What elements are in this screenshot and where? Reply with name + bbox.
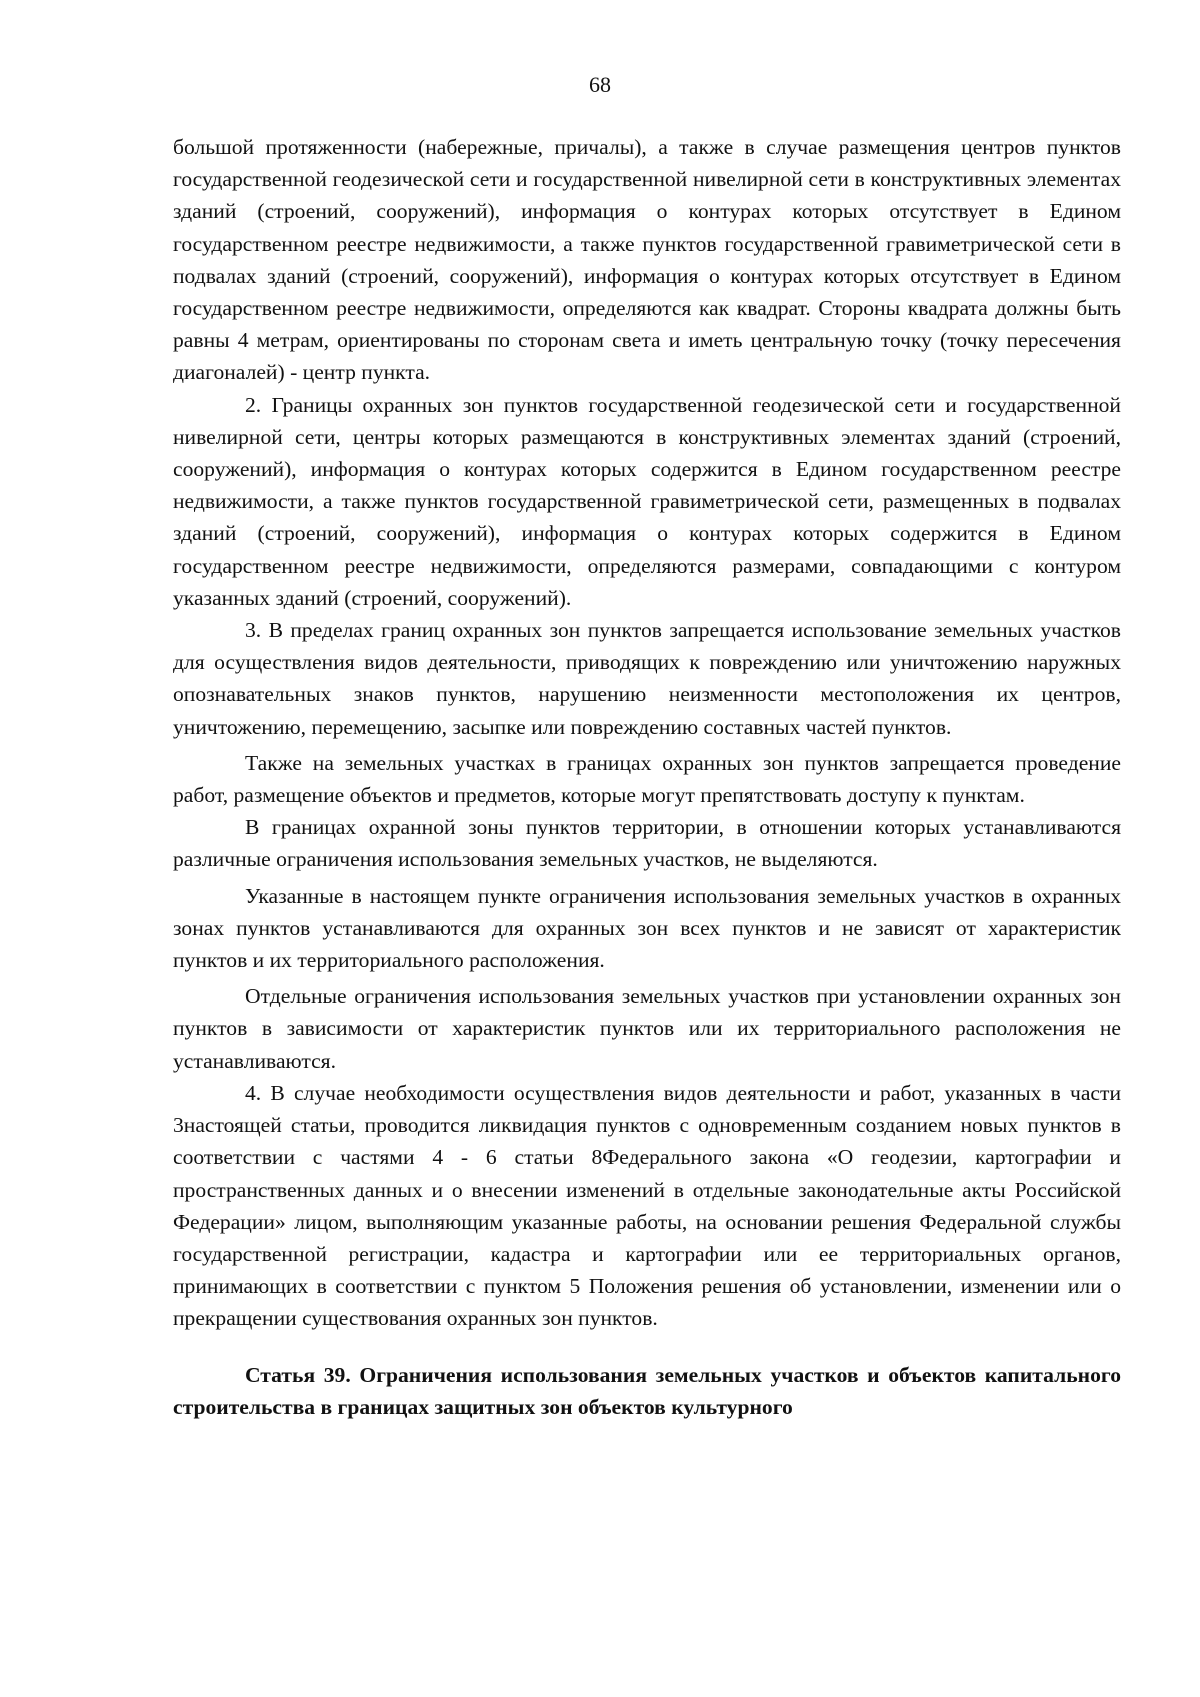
paragraph-2: 2. Границы охранных зон пунктов государственной геодезической сети и государственной нивелирной сети, центры которых размещаются в конструктивных элементах зданий (строений, сооружений), информация о контурах которых содержится в Едином государственном реестре недвижимости, а также пунктов государственной гравиметрической сети, размещенных в подвалах зданий (строений, сооружений), информация о контурах которых содержится в Едином государственном реестре недвижимости, определяются размерами, совпадающими с контуром указанных зданий (строений, сооружений). — [173, 392, 1121, 610]
article-heading: Статья 39. Ограничения использования земельных участков и объектов капитального строительства в границах защитных зон объектов культурного — [173, 1362, 1121, 1419]
paragraph-1: большой протяженности (набережные, причалы), а также в случае размещения центров пунктов государственной геодезической сети и государственной нивелирной сети в конструктивных элементах зданий (строений, сооружений), информация о контурах которых отсутствует в Едином государственном реестре недвижимости, а также пунктов государственной гравиметрической сети в подвалах зданий (строений, сооружений), информация о контурах которых отсутствует в Едином государственном реестре недвижимости, определяются как квадрат. Стороны квадрата должны быть равны 4 метрам, ориентированы по сторонам света и иметь центральную точку (точку пересечения диагоналей) - центр пункта. — [173, 135, 1121, 385]
page-number: 68 — [589, 72, 611, 97]
paragraph-3: 3. В пределах границ охранных зон пунктов запрещается использование земельных участков для осуществления видов деятельности, приводящих к повреждению или уничтожению наружных опознавательных знаков пунктов, нарушению неизменности местоположения их центров, уничтожению, перемещению, засыпке или повреждению составных частей пунктов. — [173, 618, 1121, 739]
paragraph-6: Указанные в настоящем пункте ограничения использования земельных участков в охранных зонах пунктов устанавливаются для охранных зон всех пунктов и не зависят от характеристик пунктов и их территориального расположения. — [173, 883, 1121, 973]
paragraph-4: Также на земельных участках в границах охранных зон пунктов запрещается проведение работ, размещение объектов и предметов, которые могут препятствовать доступу к пунктам. — [173, 750, 1121, 808]
document-body — [173, 131, 1121, 1423]
paragraph-8: 4. В случае необходимости осуществления видов деятельности и работ, указанных в части 3настоящей статьи, проводится ликвидация пунктов с одновременным созданием новых пунктов в соответствии с частями 4 - 6 статьи 8Федерального закона «О геодезии, картографии и пространственных данных и о внесении изменений в отдельные законодательные акты Российской Федерации» лицом, выполняющим указанные работы, на основании решения Федеральной службы государственной регистрации, кадастра и картографии или ее территориальных органов, принимающих в соответствии с пунктом 5 Положения решения об установлении, изменении или о прекращении существования охранных зон пунктов. — [173, 1080, 1121, 1331]
paragraph-5: В границах охранной зоны пунктов территории, в отношении которых устанавливаются различные ограничения использования земельных участков, не выделяются. — [173, 815, 1121, 872]
paragraph-7: Отдельные ограничения использования земельных участков при установлении охранных зон пунктов в зависимости от характеристик пунктов или их территориального расположения не устанавливаются. — [173, 984, 1121, 1073]
